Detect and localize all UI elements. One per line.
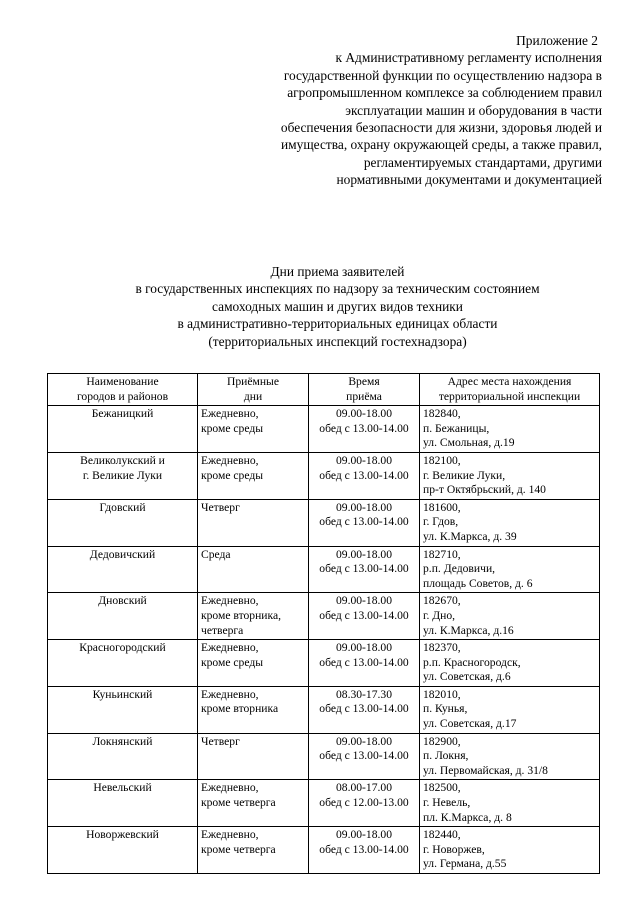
cell-line: ул. Первомайская, д. 31/8 xyxy=(423,763,548,777)
appendix-title: Приложение 2 xyxy=(516,33,598,48)
table-row xyxy=(48,640,600,687)
title-line: в государственных инспекциях по надзору за техническим состоянием xyxy=(135,281,540,297)
cell-days xyxy=(198,452,309,499)
cell-time xyxy=(309,780,420,827)
cell-time xyxy=(309,686,420,733)
cell-days xyxy=(198,640,309,687)
appendix-line: имущества, охрану окружающей среды, а также правил, xyxy=(281,137,602,153)
cell-line: 09.00-18.00 xyxy=(335,734,393,748)
cell-line: 09.00-18.00 xyxy=(335,594,393,608)
cell-time xyxy=(309,733,420,780)
header-days xyxy=(198,374,309,406)
title-line: самоходных машин и других видов техники xyxy=(212,298,463,314)
cell-line: обед с 13.00-14.00 xyxy=(319,655,409,669)
cell-line: Ежедневно, xyxy=(201,687,259,701)
cell-line: ул. Советская, д.6 xyxy=(423,670,511,684)
cell-days xyxy=(198,406,309,453)
title-line: Дни приема заявителей xyxy=(270,264,405,279)
cell-days xyxy=(198,686,309,733)
document-title xyxy=(60,263,615,350)
cell-line: Невельский xyxy=(93,781,152,795)
cell-line: обед с 13.00-14.00 xyxy=(319,515,409,529)
cell-time xyxy=(309,406,420,453)
cell-line: Ежедневно, xyxy=(201,828,259,842)
header-line: Адрес места нахождения xyxy=(447,375,572,388)
cell-line: 08.00-17.00 xyxy=(335,781,393,795)
cell-line: Куньинский xyxy=(92,687,153,701)
title-line: (территориальных инспекций гостехнадзора) xyxy=(208,333,467,349)
inspections-table xyxy=(47,373,600,874)
table-row xyxy=(48,546,600,593)
cell-line: г. Великие Луки xyxy=(82,468,163,482)
cell-line: Ежедневно, xyxy=(201,453,259,467)
table-row xyxy=(48,827,600,874)
cell-address xyxy=(420,827,600,874)
cell-line: Четверг xyxy=(201,734,240,748)
cell-line: р.п. Дедовичи, xyxy=(423,562,496,576)
table-row xyxy=(48,780,600,827)
cell-line: обед с 13.00-14.00 xyxy=(319,421,409,435)
cell-line: Среда xyxy=(201,547,231,561)
cell-line: ул. К.Маркса, д. 39 xyxy=(423,529,517,543)
cell-days xyxy=(198,499,309,546)
cell-line: обед с 13.00-14.00 xyxy=(319,468,409,482)
cell-line: 09.00-18.00 xyxy=(335,407,393,421)
cell-line: Ежедневно, xyxy=(201,781,259,795)
cell-line: кроме четверга xyxy=(201,842,276,856)
cell-address xyxy=(420,452,600,499)
cell-district xyxy=(48,593,198,640)
cell-district xyxy=(48,452,198,499)
cell-address xyxy=(420,499,600,546)
cell-line: Бежаницкий xyxy=(91,407,154,421)
cell-days xyxy=(198,593,309,640)
header-line: Время xyxy=(348,375,380,388)
cell-line: ул. Смольная, д.19 xyxy=(423,436,515,450)
appendix-line: государственной функции по осуществлению надзора в xyxy=(283,67,602,83)
cell-line: Дновский xyxy=(98,594,147,608)
cell-line: г. Гдов, xyxy=(423,515,459,529)
cell-days xyxy=(198,780,309,827)
cell-district xyxy=(48,546,198,593)
cell-time xyxy=(309,546,420,593)
cell-line: кроме среды xyxy=(201,468,264,482)
cell-line: кроме вторника xyxy=(201,702,279,716)
table-row xyxy=(48,406,600,453)
cell-district xyxy=(48,827,198,874)
cell-line: 182370, xyxy=(423,641,461,655)
cell-line: обед с 13.00-14.00 xyxy=(319,702,409,716)
cell-time xyxy=(309,640,420,687)
header-address xyxy=(420,374,600,406)
cell-line: обед с 13.00-14.00 xyxy=(319,608,409,622)
cell-address xyxy=(420,780,600,827)
cell-line: четверга xyxy=(201,623,244,637)
cell-line: 182900, xyxy=(423,734,461,748)
cell-line: 182010, xyxy=(423,687,461,701)
cell-district xyxy=(48,640,198,687)
cell-line: Красногородский xyxy=(79,641,166,655)
header-time xyxy=(309,374,420,406)
cell-line: Ежедневно, xyxy=(201,594,259,608)
cell-line: Ежедневно, xyxy=(201,641,259,655)
appendix-line: регламентируемых стандартами, другими xyxy=(363,154,602,170)
table-row xyxy=(48,686,600,733)
cell-line: ул. К.Маркса, д.16 xyxy=(423,623,514,637)
cell-line: кроме вторника, xyxy=(201,608,281,622)
header-line: Наименование xyxy=(86,375,159,388)
cell-line: 182500, xyxy=(423,781,461,795)
cell-address xyxy=(420,640,600,687)
cell-time xyxy=(309,499,420,546)
cell-address xyxy=(420,593,600,640)
cell-line: р.п. Красногородск, xyxy=(423,655,521,669)
cell-district xyxy=(48,686,198,733)
cell-line: площадь Советов, д. 6 xyxy=(423,576,533,590)
table-row xyxy=(48,499,600,546)
cell-line: кроме четверга xyxy=(201,796,276,810)
cell-line: п. Локня, xyxy=(423,749,469,763)
cell-line: пл. К.Маркса, д. 8 xyxy=(423,810,512,824)
appendix-line: обеспечения безопасности для жизни, здоровья людей и xyxy=(280,120,602,136)
cell-district xyxy=(48,406,198,453)
cell-line: обед с 13.00-14.00 xyxy=(319,562,409,576)
cell-line: 182670, xyxy=(423,594,461,608)
cell-line: кроме среды xyxy=(201,655,264,669)
cell-line: пр-т Октябрьский, д. 140 xyxy=(423,483,546,497)
cell-days xyxy=(198,733,309,780)
cell-time xyxy=(309,452,420,499)
cell-line: г. Великие Луки, xyxy=(423,468,506,482)
cell-line: п. Кунья, xyxy=(423,702,468,716)
cell-district xyxy=(48,733,198,780)
cell-line: 182710, xyxy=(423,547,461,561)
table-row xyxy=(48,452,600,499)
appendix-line: агропромышленном комплексе за соблюдением правил xyxy=(287,85,602,101)
cell-address xyxy=(420,546,600,593)
cell-line: ул. Германа, д.55 xyxy=(423,857,507,871)
cell-line: Новоржевский xyxy=(86,828,159,842)
cell-line: 09.00-18.00 xyxy=(335,641,393,655)
cell-line: п. Бежаницы, xyxy=(423,421,490,435)
cell-line: Локнянский xyxy=(92,734,153,748)
cell-line: 182100, xyxy=(423,453,461,467)
cell-district xyxy=(48,780,198,827)
header-line: Приёмные xyxy=(227,375,279,388)
cell-line: Гдовский xyxy=(99,500,146,514)
cell-line: кроме среды xyxy=(201,421,264,435)
cell-address xyxy=(420,733,600,780)
header-line: дни xyxy=(243,389,263,403)
cell-line: обед с 13.00-14.00 xyxy=(319,749,409,763)
cell-line: ул. Советская, д.17 xyxy=(423,717,517,731)
header-line: городов и районов xyxy=(76,389,169,403)
cell-line: Дедовичский xyxy=(89,547,156,561)
cell-days xyxy=(198,827,309,874)
table-body xyxy=(48,406,600,874)
header-district xyxy=(48,374,198,406)
title-line: в административно-территориальных единицах области xyxy=(177,316,498,332)
appendix-line: эксплуатации машин и оборудования в части xyxy=(345,102,602,118)
cell-line: обед с 13.00-14.00 xyxy=(319,842,409,856)
cell-address xyxy=(420,406,600,453)
header-line: приёма xyxy=(346,389,382,403)
cell-line: Великолукский и xyxy=(80,453,165,467)
appendix-line: к Административному регламенту исполнения xyxy=(335,50,602,66)
cell-time xyxy=(309,827,420,874)
cell-line: 08.30-17.30 xyxy=(335,687,393,701)
cell-address xyxy=(420,686,600,733)
cell-days xyxy=(198,546,309,593)
cell-line: 09.00-18.00 xyxy=(335,453,393,467)
appendix-header xyxy=(222,32,602,189)
table-row xyxy=(48,593,600,640)
cell-line: г. Дно, xyxy=(423,608,456,622)
cell-line: 182840, xyxy=(423,407,461,421)
table-header-row xyxy=(48,374,600,406)
cell-line: обед с 12.00-13.00 xyxy=(319,796,409,810)
cell-line: Четверг xyxy=(201,500,240,514)
cell-line: 181600, xyxy=(423,500,461,514)
table-row xyxy=(48,733,600,780)
cell-line: г. Новоржев, xyxy=(423,842,485,856)
cell-line: 09.00-18.00 xyxy=(335,828,393,842)
cell-line: 09.00-18.00 xyxy=(335,547,393,561)
cell-line: 182440, xyxy=(423,828,461,842)
cell-district xyxy=(48,499,198,546)
cell-line: г. Невель, xyxy=(423,796,471,810)
cell-time xyxy=(309,593,420,640)
cell-line: 09.00-18.00 xyxy=(335,500,393,514)
appendix-line: нормативными документами и документацией xyxy=(336,172,602,188)
cell-line: Ежедневно, xyxy=(201,407,259,421)
header-line: территориальной инспекции xyxy=(438,389,581,403)
